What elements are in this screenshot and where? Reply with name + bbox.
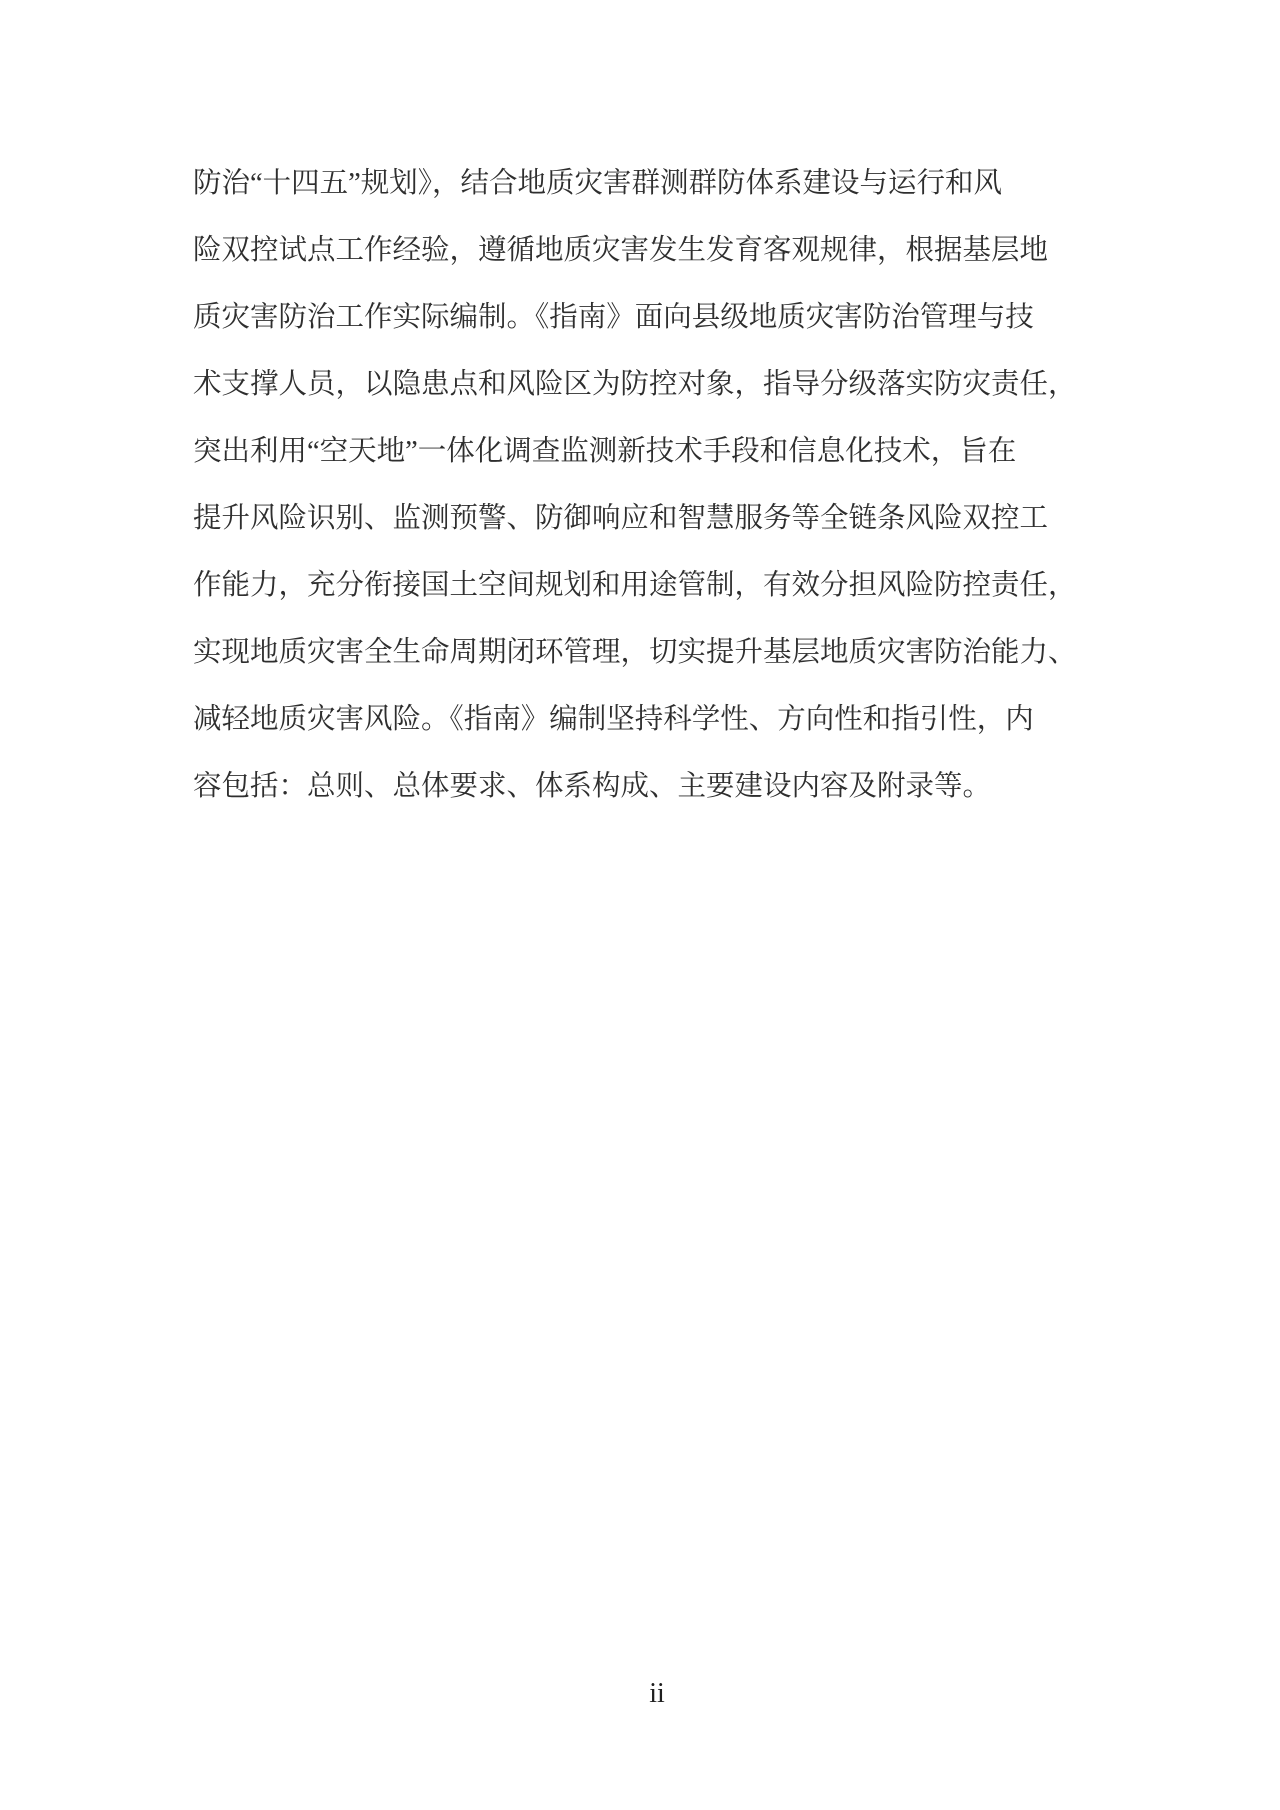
paragraph-line: 作能力，充分衔接国土空间规划和用途管制，有效分担风险防控责任， [193, 570, 1077, 601]
paragraph-line: 术支撑人员，以隐患点和风险区为防控对象，指导分级落实防灾责任， [193, 369, 1077, 400]
paragraph-body [193, 150, 1088, 820]
paragraph-line: 防治“十四五”规划》，结合地质灾害群测群防体系建设与运行和风 [193, 168, 1003, 199]
paragraph-line: 险双控试点工作经验，遵循地质灾害发生发育客观规律，根据基层地 [193, 235, 1049, 266]
page-number: ii [649, 1678, 665, 1709]
paragraph-line: 减轻地质灾害风险。《指南》编制坚持科学性、方向性和指引性，内 [193, 704, 1034, 735]
paragraph-line: 突出利用“空天地”一体化调查监测新技术手段和信息化技术，旨在 [193, 436, 1017, 467]
paragraph-line: 质灾害防治工作实际编制。《指南》面向县级地质灾害防治管理与技 [193, 302, 1034, 333]
paragraph-line: 容包括：总则、总体要求、体系构成、主要建设内容及附录等。 [193, 771, 992, 802]
paragraph-line: 实现地质灾害全生命周期闭环管理，切实提升基层地质灾害防治能力、 [193, 637, 1077, 668]
paragraph-line: 提升风险识别、监测预警、防御响应和智慧服务等全链条风险双控工 [193, 503, 1049, 534]
